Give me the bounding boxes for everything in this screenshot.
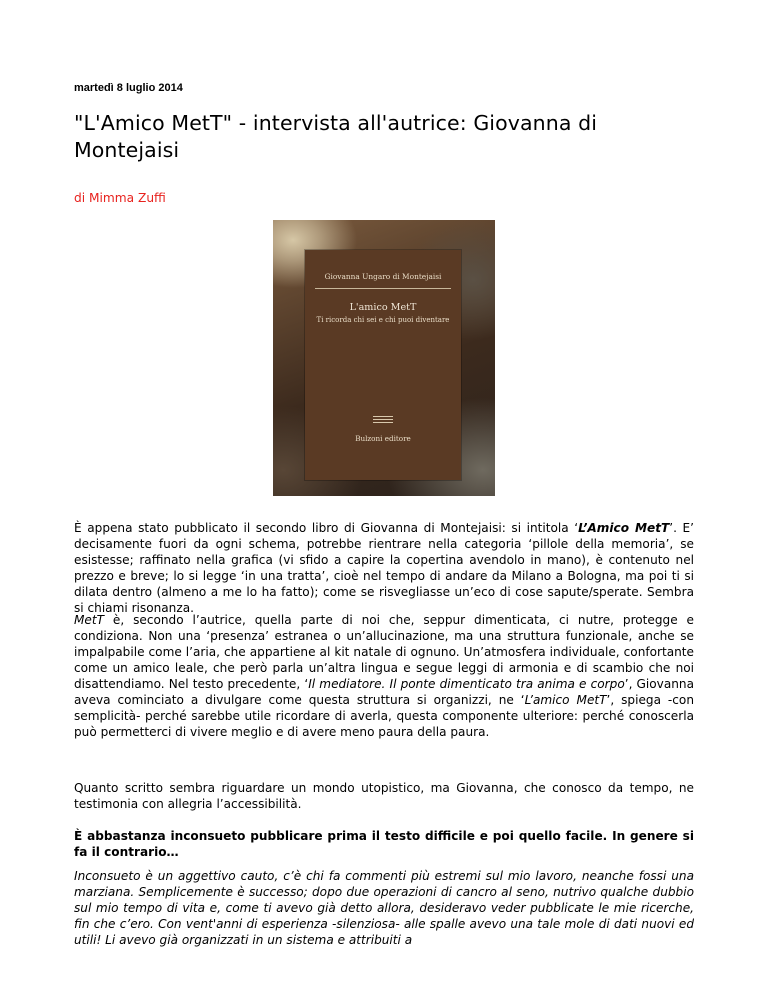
interview-answer: Inconsueto è un aggettivo cauto, c’è chi fa commenti più estremi sul mio lavoro, neanche fossi una marziana. Semplicemente è successo; dopo due operazioni di cancro al seno, nutrivo qualche dubbio sul mio tempo di vita e, come ti avevo già detto allora, desideravo veder pubblicate le mie ricerche, fin che c’ero. Con vent'anni di esperienza -silenziosa- alle spalle avevo una tale mole di dati nuovi ed utili! Li avevo già organizzati in un sistema e attribuiti a: [74, 869, 694, 947]
book-cover-image: [273, 220, 495, 496]
cover-title: L'amico MetT: [349, 302, 417, 313]
p1-rest: ’. E’ decisamente fuori da ogni schema, potrebbe rientrare nella categoria ‘pillole della memoria’, se esistesse; raffinato nella grafica (vi sfido a capire la copertina avendolo in mano), è contenuto nel prezzo e breve; lo si legge ‘in una tratta’, cioè nel tempo di andare da Milano a Bologna, ma poi ti si dilata dentro (almeno a me lo ha fatto); come se risvegliasse un’eco di cose sapute/sperate. Sembra si chiami risonanza.: [74, 521, 694, 615]
p2-text-a: è, secondo l’autrice, quella parte di noi che, seppur dimenticata, ci nutre, protegge e condiziona. Non una ‘presenza’ estranea o un’allucinazione, ma una struttura funzionale, anche se impalpabile come l’aria, che appartiene al kit natale di ognuno. Un’atmosfera individuale, confortante come un amico leale, che però parla un’altra lingua e segue leggi di armonia e di scambio che noi disattendiamo. Nel testo precedente, ‘: [74, 613, 694, 691]
p2-mett: MetT: [74, 613, 105, 627]
article-paragraph-1: [74, 520, 694, 616]
p2-text-c: ’, spiega -con semplicità- perché sarebbe utile ricordare di averla, questa componente ulteriore: perché conoscerla può permetterci di vivere meglio e di avere meno paura della paura.: [74, 693, 694, 739]
article-paragraph-2: [74, 612, 694, 740]
p2-book-title: L’amico MetT: [524, 693, 607, 707]
cover-publisher: Bulzoni editore: [355, 434, 411, 443]
p1-book-title: L’Amico MetT: [578, 521, 670, 535]
post-title: "L'Amico MetT" - intervista all'autrice: Giovanna di Montejaisi: [74, 111, 598, 162]
interview-question: È abbastanza inconsueto pubblicare prima il testo difficile e poi quello facile. In genere si fa il contrario…: [74, 829, 694, 859]
publisher-emblem-icon: [373, 416, 393, 426]
book-cover-panel: [305, 250, 461, 480]
p1-intro: È appena stato pubblicato il secondo libro di Giovanna di Montejaisi: si intitola ‘: [74, 521, 579, 535]
interview-answer-container: [74, 868, 694, 978]
cover-author: Giovanna Ungaro di Montejaisi: [324, 272, 442, 281]
post-date: martedì 8 luglio 2014: [74, 82, 183, 94]
p2-previous-book: Il mediatore. Il ponte dimenticato tra anima e corpo: [308, 677, 625, 691]
post-byline: di Mimma Zuffi: [74, 191, 166, 205]
cover-divider: [315, 288, 451, 289]
cover-subtitle: Ti ricorda chi sei e chi puoi diventare: [316, 316, 450, 324]
p2-text-b: ’, Giovanna aveva cominciato a divulgare come questa struttura si organizzi, ne ‘: [74, 677, 694, 707]
article-paragraph-3: Quanto scritto sembra riguardare un mondo utopistico, ma Giovanna, che conosco da tempo, ne testimonia con allegria l’accessibilità.: [74, 781, 694, 811]
